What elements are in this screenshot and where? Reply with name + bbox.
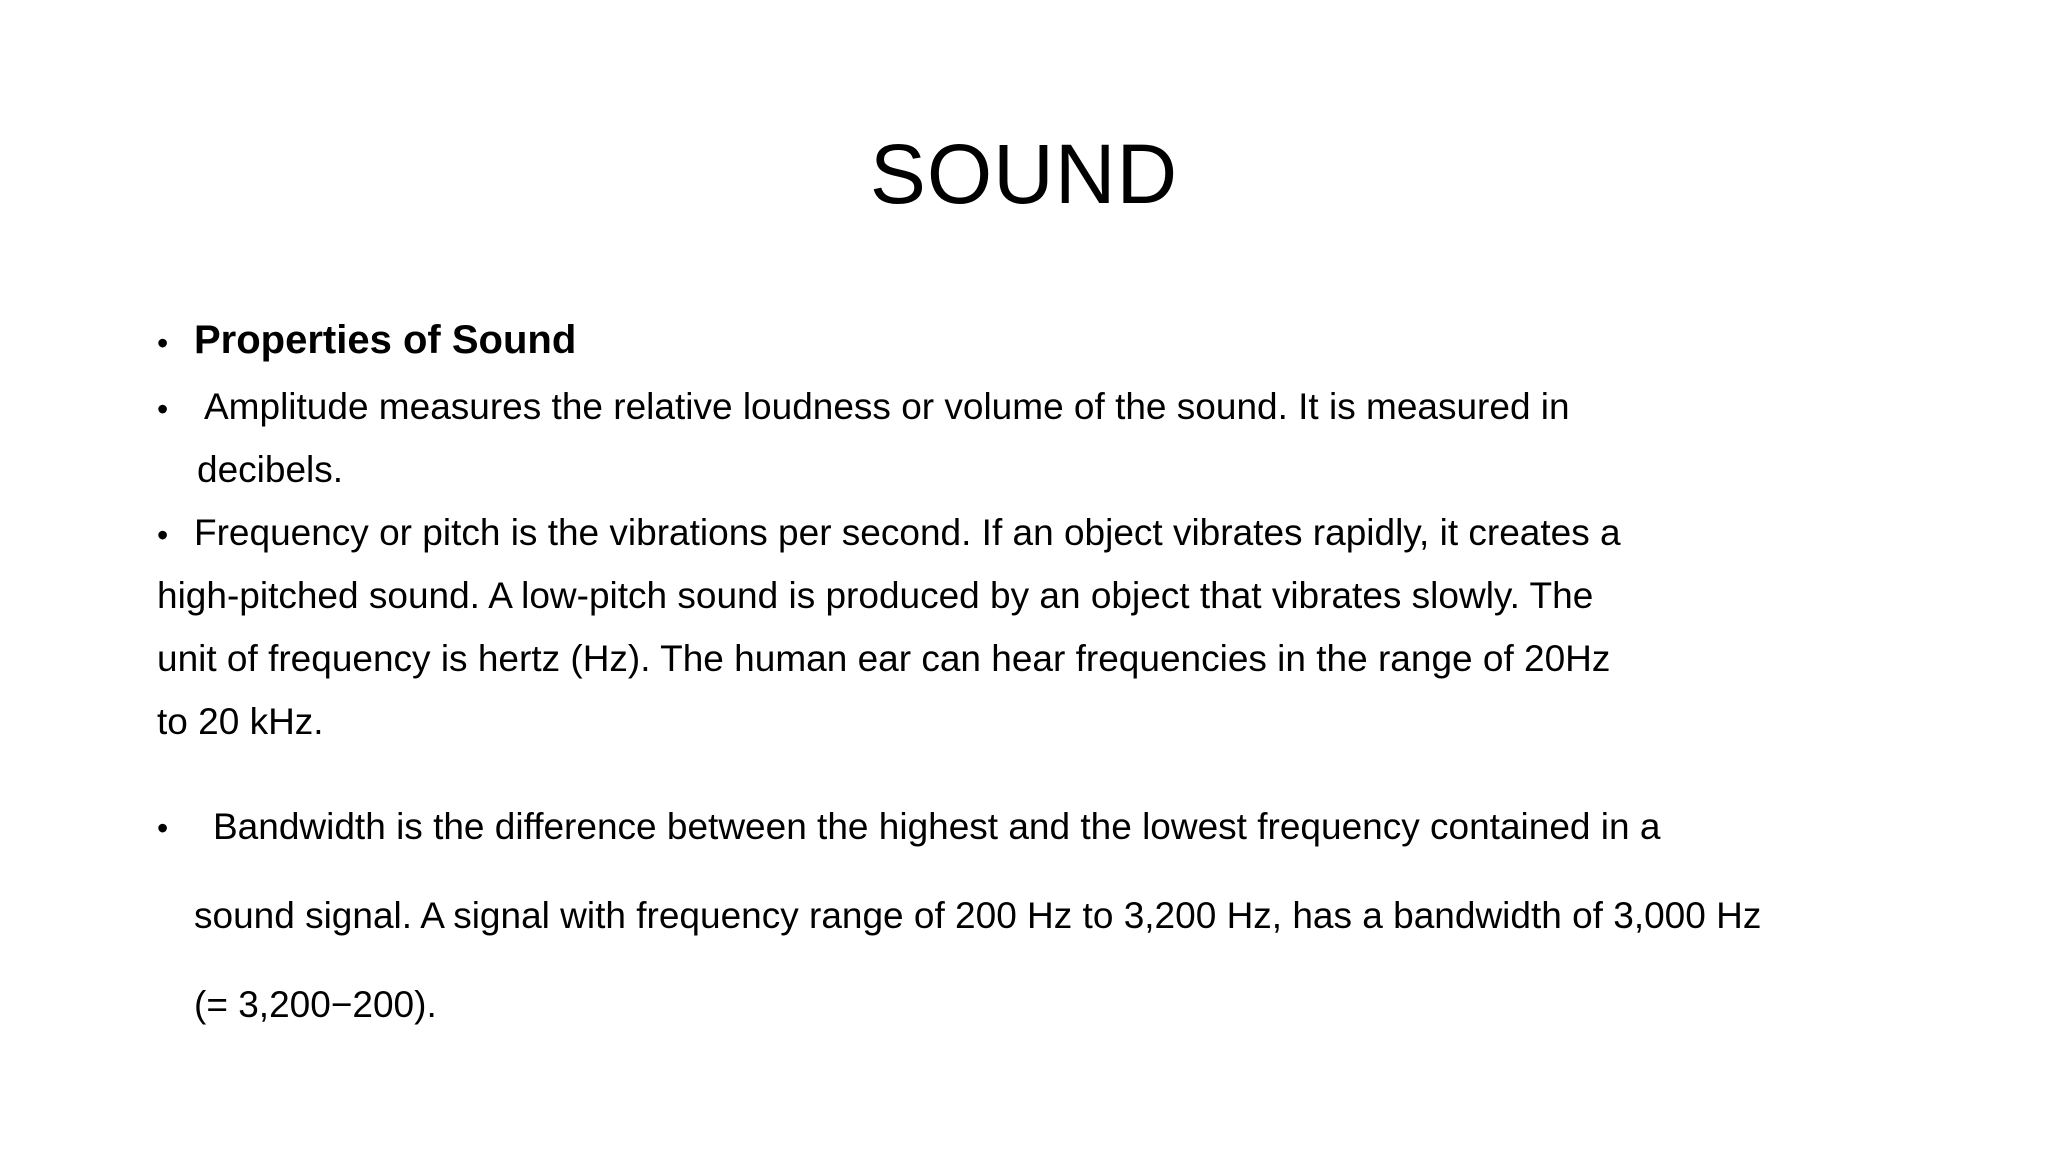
frequency-text-line: Frequency or pitch is the vibrations per second. If an object vibrates rapidly, it creates a <box>194 512 1621 553</box>
frequency-text-line: high-pitched sound. A low-pitch sound is produced by an object that vibrates slowly. The <box>157 575 1594 616</box>
bullet-icon: • <box>157 810 169 846</box>
bullet-icon: • <box>157 325 169 361</box>
properties-heading: Properties of Sound <box>194 318 577 362</box>
amplitude-text-line: Amplitude measures the relative loudness or volume of the sound. It is measured in <box>204 386 1570 427</box>
slide-title: SOUND <box>869 127 1179 221</box>
frequency-text-line: unit of frequency is hertz (Hz). The human ear can hear frequencies in the range of 20Hz <box>157 638 1611 679</box>
bandwidth-text-line: sound signal. A signal with frequency range of 200 Hz to 3,200 Hz, has a bandwidth of 3,000 Hz <box>194 895 1762 936</box>
bandwidth-text-line: (= 3,200−200). <box>194 984 437 1025</box>
bullet-icon: • <box>157 391 169 427</box>
bullet-icon: • <box>157 517 169 553</box>
bandwidth-text-line: Bandwidth is the difference between the highest and the lowest frequency contained in a <box>213 806 1661 847</box>
amplitude-text-line: decibels. <box>197 449 344 490</box>
frequency-text-line: to 20 kHz. <box>157 701 324 742</box>
